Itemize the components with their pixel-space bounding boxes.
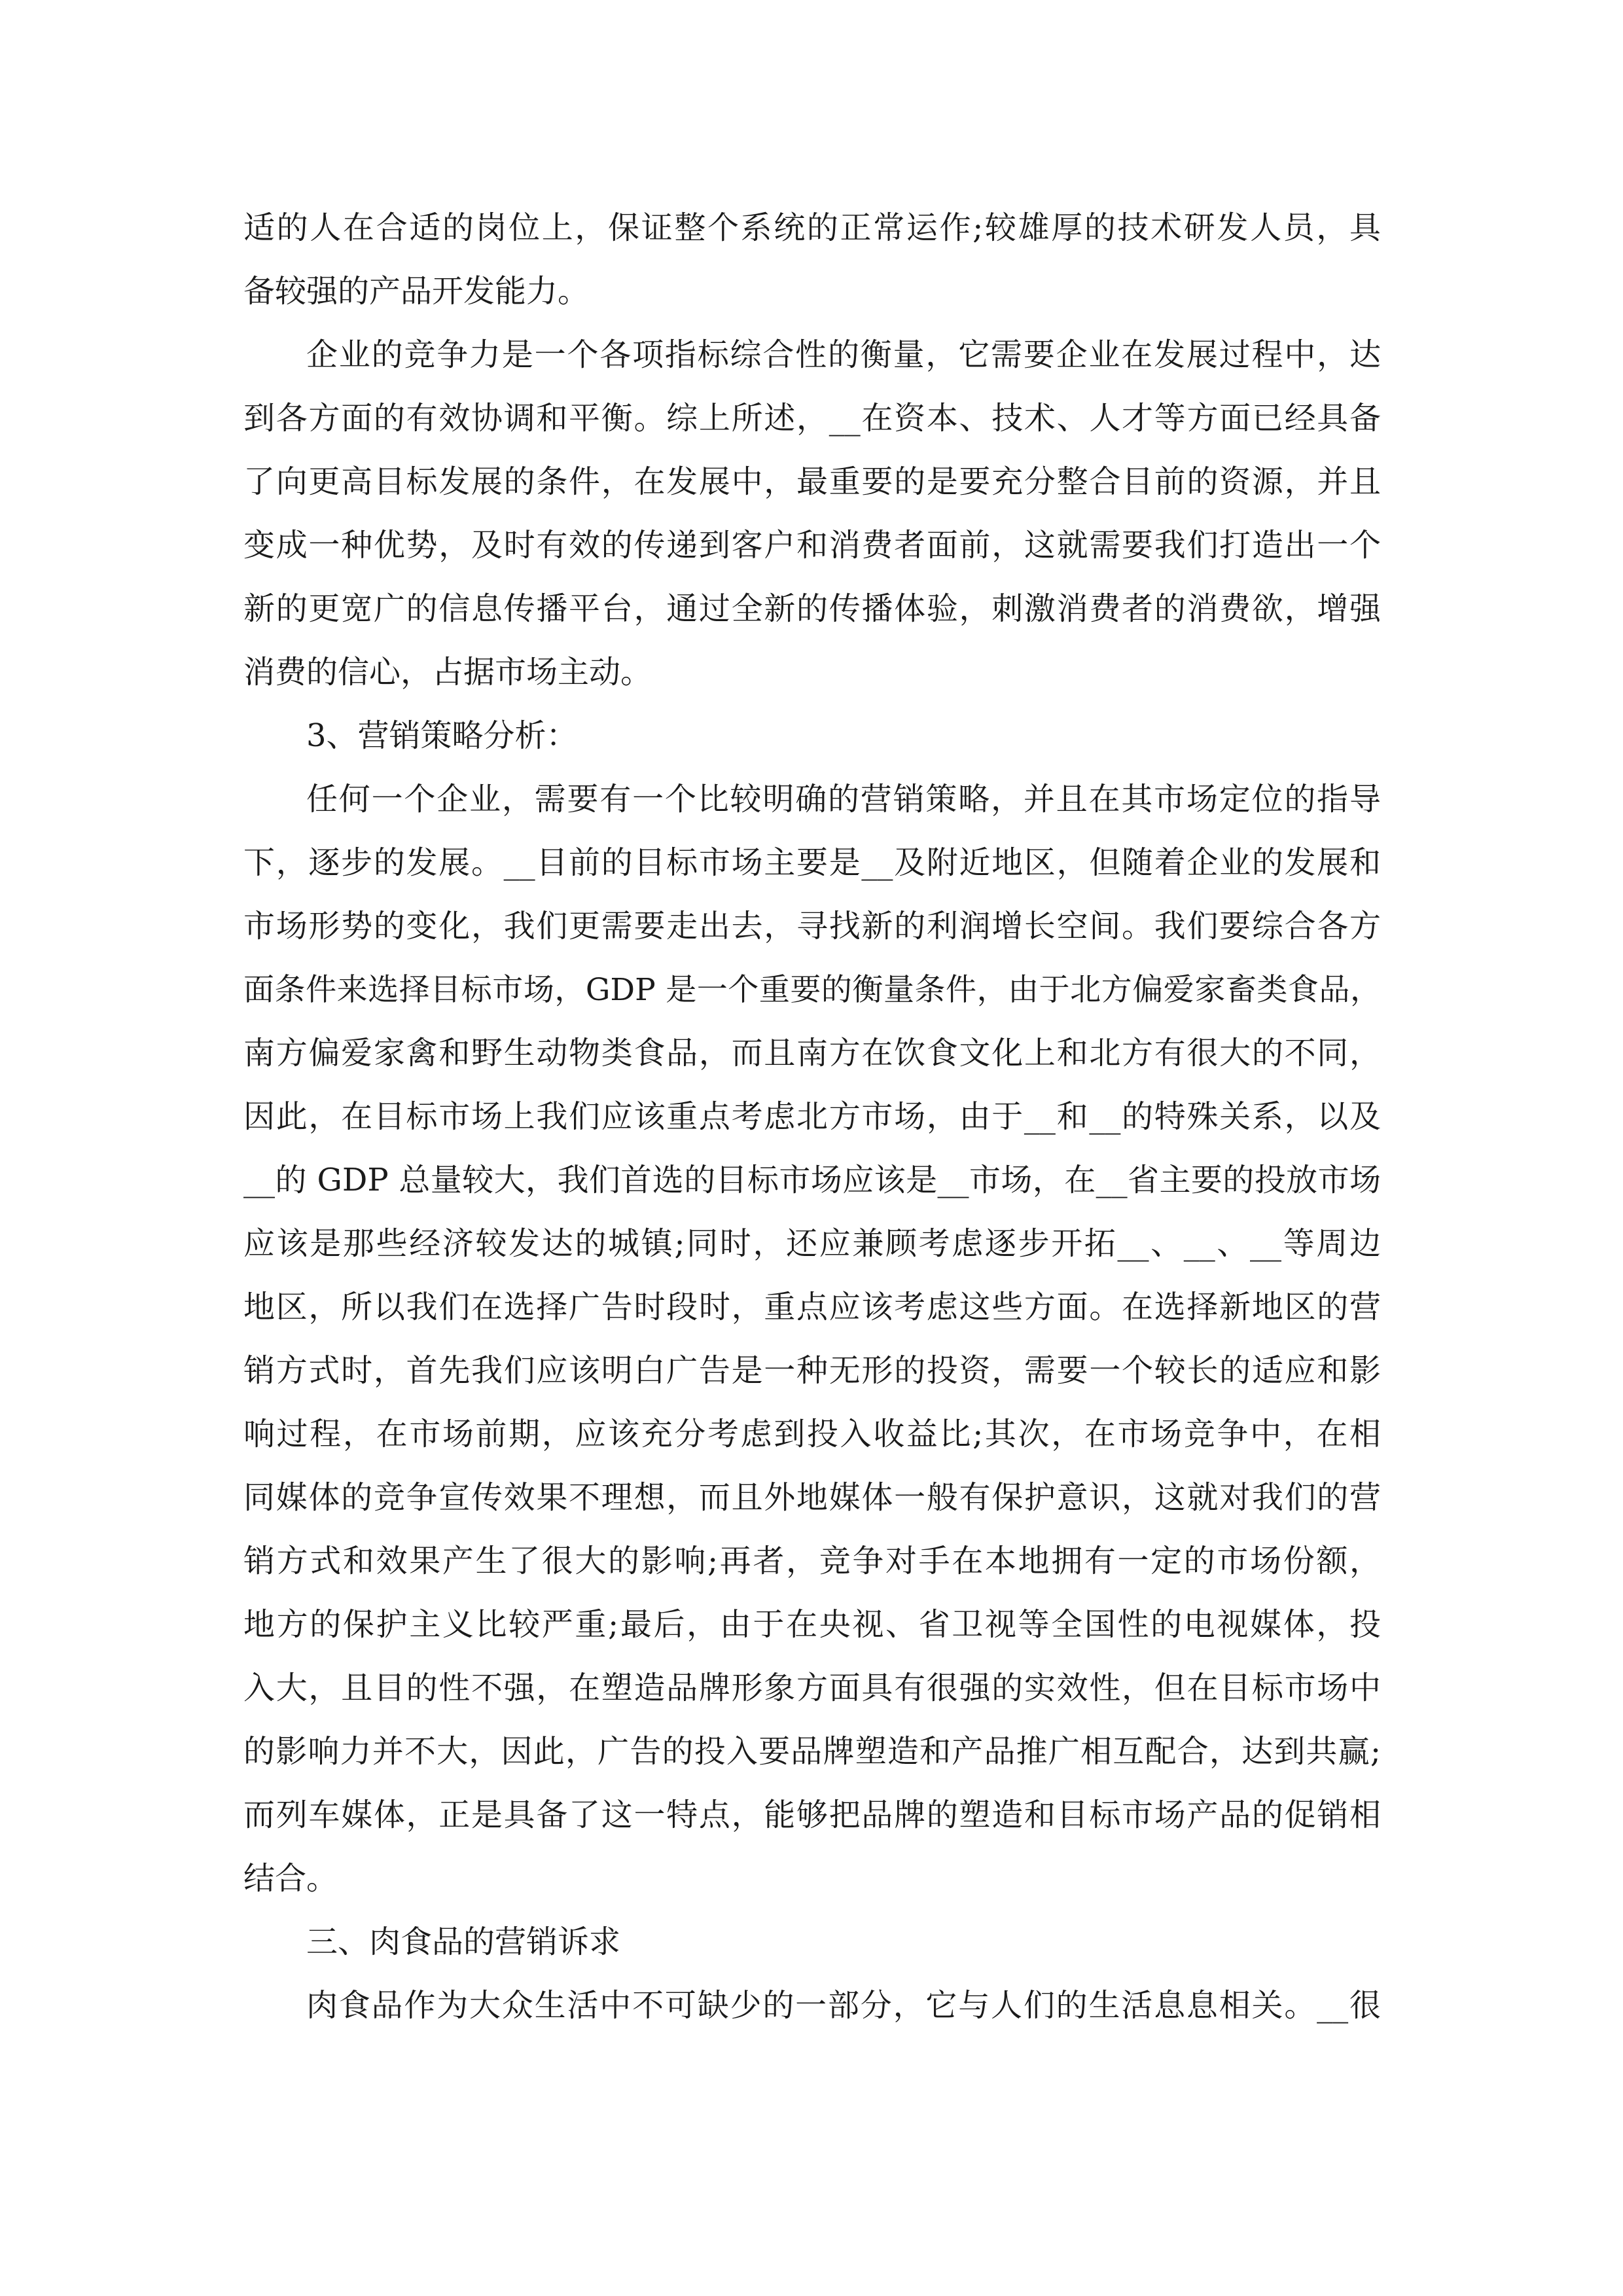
text-line: 而列车媒体，正是具备了这一特点，能够把品牌的塑造和目标市场产品的促销相 — [243, 1797, 1381, 1833]
text-line: 了向更高目标发展的条件，在发展中，最重要的是要充分整合目前的资源，并且 — [243, 463, 1381, 500]
text-line: 市场形势的变化，我们更需要走出去，寻找新的利润增长空间。我们要综合各方 — [243, 908, 1381, 944]
document-body — [243, 196, 1381, 2037]
text-line: 应该是那些经济较发达的城镇;同时，还应兼顾考虑逐步开拓__、__、__等周边 — [243, 1225, 1381, 1262]
text-line: 企业的竞争力是一个各项指标综合性的衡量，它需要企业在发展过程中，达 — [306, 336, 1381, 373]
text-line: 响过程，在市场前期，应该充分考虑到投入收益比;其次，在市场竞争中，在相 — [243, 1416, 1381, 1452]
text-line: 适的人在合适的岗位上，保证整个系统的正常运作;较雄厚的技术研发人员，具 — [243, 209, 1381, 246]
text-line: 的影响力并不大，因此，广告的投入要品牌塑造和产品推广相互配合，达到共赢; — [243, 1733, 1381, 1770]
text-line: 肉食品作为大众生活中不可缺少的一部分，它与人们的生活息息相关。__很 — [306, 1987, 1381, 2024]
text-line: 新的更宽广的信息传播平台，通过全新的传播体验，刺激消费者的消费欲，增强 — [243, 590, 1381, 627]
text-line: 任何一个企业，需要有一个比较明确的营销策略，并且在其市场定位的指导 — [306, 781, 1381, 817]
text-line: 销方式时，首先我们应该明白广告是一种无形的投资，需要一个较长的适应和影 — [243, 1352, 1381, 1389]
text-line: 因此，在目标市场上我们应该重点考虑北方市场，由于__和__的特殊关系，以及 — [243, 1098, 1381, 1135]
text-line: 备较强的产品开发能力。 — [243, 273, 590, 310]
text-line: 地方的保护主义比较严重;最后，由于在央视、省卫视等全国性的电视媒体，投 — [243, 1606, 1381, 1643]
text-line: 三、肉食品的营销诉求 — [306, 1924, 621, 1960]
text-line: 消费的信心，占据市场主动。 — [243, 654, 652, 691]
text-line: 地区，所以我们在选择广告时段时，重点应该考虑这些方面。在选择新地区的营 — [243, 1289, 1381, 1325]
text-line: 下，逐步的发展。__目前的目标市场主要是__及附近地区，但随着企业的发展和 — [243, 844, 1381, 881]
text-line: 同媒体的竞争宣传效果不理想，而且外地媒体一般有保护意识，这就对我们的营 — [243, 1479, 1381, 1516]
text-line: 变成一种优势，及时有效的传递到客户和消费者面前，这就需要我们打造出一个 — [243, 527, 1381, 564]
text-line: __的 GDP 总量较大，我们首选的目标市场应该是__市场，在__省主要的投放市场 — [243, 1162, 1381, 1198]
text-line: 入大，且目的性不强，在塑造品牌形象方面具有很强的实效性，但在目标市场中 — [243, 1670, 1381, 1706]
text-line: 销方式和效果产生了很大的影响;再者，竞争对手在本地拥有一定的市场份额， — [243, 1543, 1381, 1579]
text-line: 面条件来选择目标市场，GDP 是一个重要的衡量条件，由于北方偏爱家畜类食品， — [243, 972, 1381, 1008]
text-line: 3、营销策略分析： — [306, 717, 578, 754]
text-line: 南方偏爱家禽和野生动物类食品，而且南方在饮食文化上和北方有很大的不同， — [243, 1035, 1381, 1071]
text-line: 结合。 — [243, 1860, 338, 1897]
text-line: 到各方面的有效协调和平衡。综上所述，__在资本、技术、人才等方面已经具备 — [243, 400, 1381, 437]
